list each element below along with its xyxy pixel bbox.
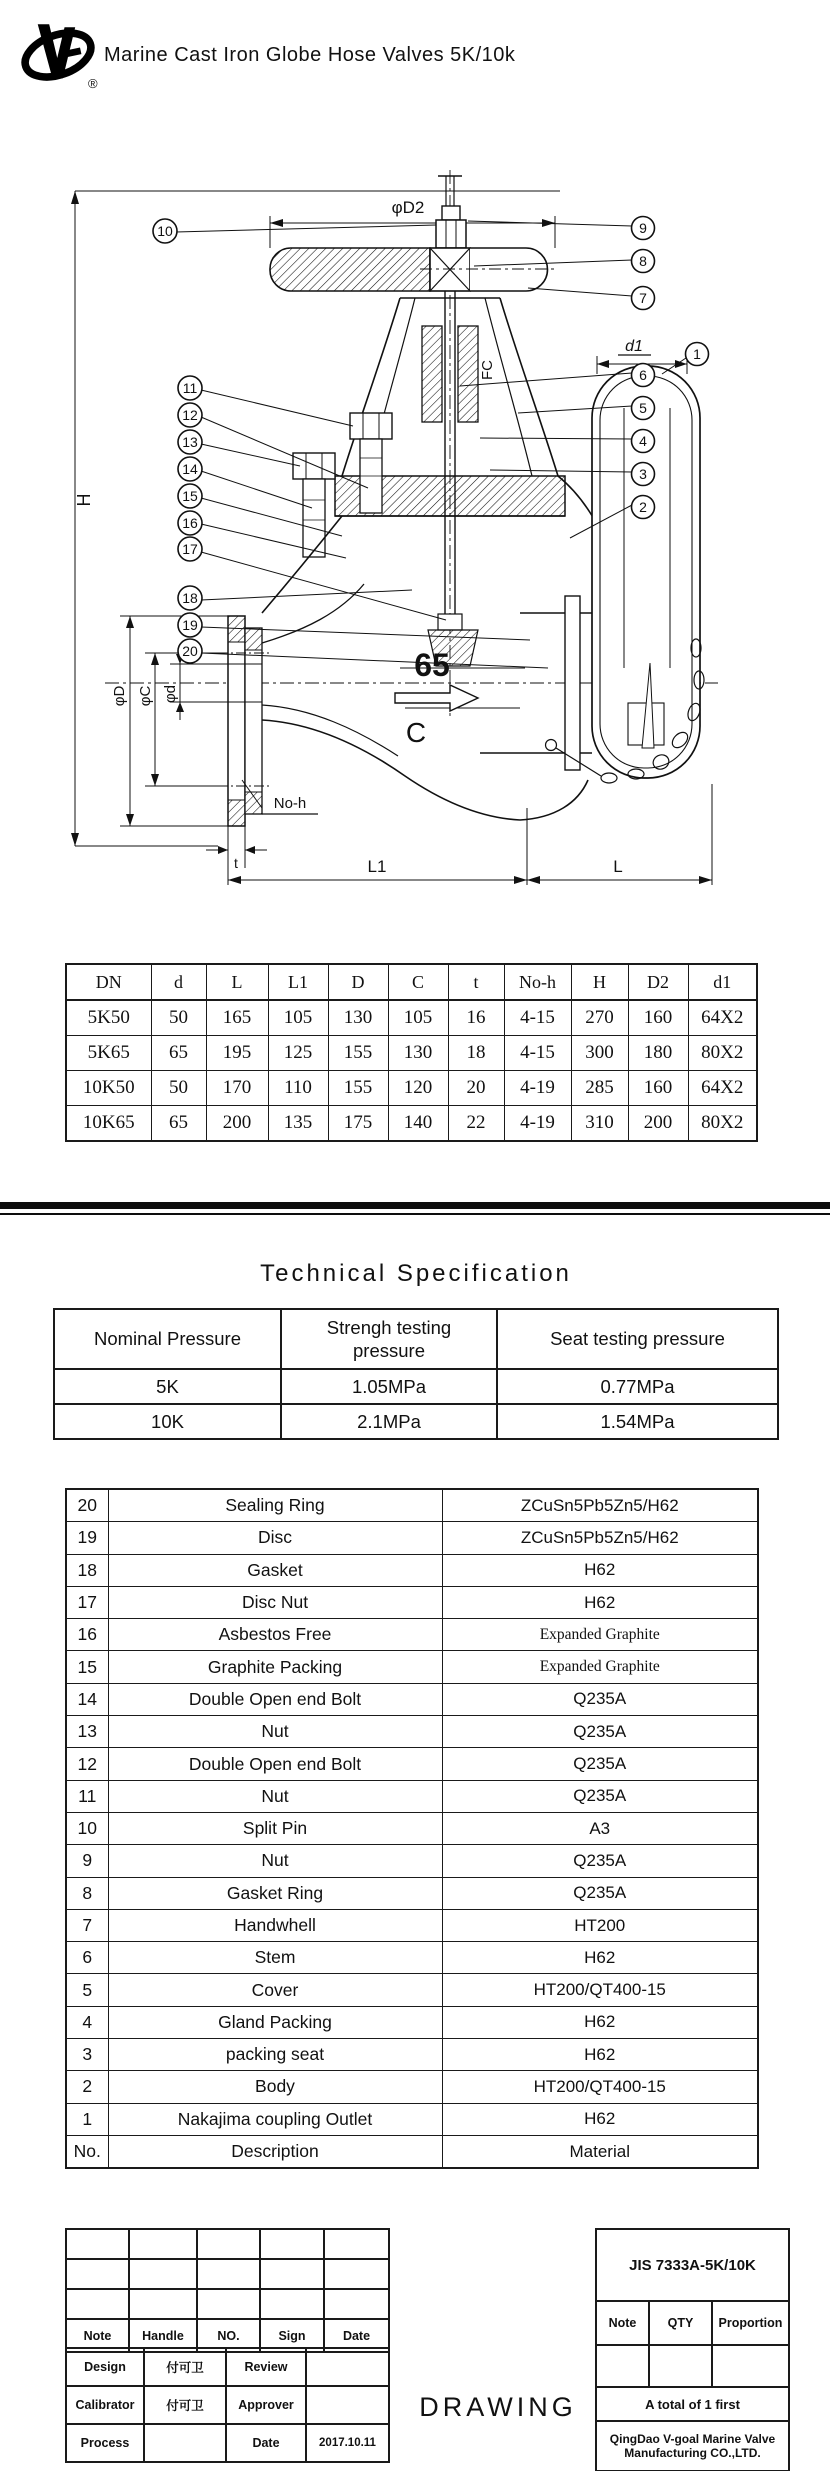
part-material: HT200/QT400-15 — [442, 2071, 758, 2103]
cell: 105 — [388, 1000, 448, 1036]
empty-cell — [712, 2345, 789, 2387]
part-material: Q235A — [442, 1716, 758, 1748]
cell: 180 — [628, 1036, 688, 1071]
signature — [144, 2424, 226, 2462]
cell: 18 — [448, 1036, 504, 1071]
table-row — [596, 2229, 789, 2301]
table-row — [596, 2421, 789, 2471]
part-no: 12 — [66, 1748, 108, 1780]
cell: 160 — [628, 1000, 688, 1036]
flow-label-c: C — [405, 717, 427, 748]
cell: 16 — [448, 1000, 504, 1036]
empty-cell — [197, 2259, 260, 2289]
role-label: Review — [226, 2348, 306, 2386]
company-name — [596, 2421, 789, 2471]
empty-cell — [596, 2345, 649, 2387]
part-material: Q235A — [442, 1845, 758, 1877]
table-row — [66, 1000, 757, 1036]
part-material: Expanded Graphite — [442, 1619, 758, 1651]
callout-13: 13 — [182, 434, 198, 450]
callout-2: 2 — [639, 499, 647, 515]
cell: 22 — [448, 1106, 504, 1142]
part-description: Handwhell — [108, 1909, 442, 1941]
spec-section-title: Technical Specification — [260, 1260, 572, 1287]
part-description: Double Open end Bolt — [108, 1748, 442, 1780]
empty-cell — [197, 2289, 260, 2319]
table-row — [66, 1619, 758, 1651]
part-no: 5 — [66, 1974, 108, 2006]
part-description: Disc — [108, 1522, 442, 1554]
col-header: d — [151, 964, 206, 1000]
col-header: QTY — [649, 2301, 712, 2345]
part-no: 3 — [66, 2039, 108, 2071]
dim-label-noh: No-h — [273, 795, 307, 812]
part-description: packing seat — [108, 2039, 442, 2071]
callout-16: 16 — [182, 515, 198, 531]
part-no: 16 — [66, 1619, 108, 1651]
part-description: Split Pin — [108, 1812, 442, 1844]
col-header: Handle — [129, 2319, 197, 2352]
table-row — [66, 1716, 758, 1748]
col-header: D — [328, 964, 388, 1000]
cell: 5K50 — [66, 1000, 151, 1036]
table-row — [66, 1748, 758, 1780]
cell: 5K — [54, 1369, 281, 1404]
col-header: d1 — [688, 964, 757, 1000]
empty-cell — [260, 2289, 324, 2319]
part-description: Double Open end Bolt — [108, 1683, 442, 1715]
col-header: Proportion — [712, 2301, 789, 2345]
part-material: HT200/QT400-15 — [442, 1974, 758, 2006]
callout-17: 17 — [182, 541, 198, 557]
dim-label-d1: d1 — [625, 338, 643, 355]
bore-size-label: 65 — [414, 647, 450, 683]
part-no: 20 — [66, 1489, 108, 1522]
part-material: H62 — [442, 1586, 758, 1618]
dim-label-phiC: φC — [137, 685, 154, 707]
dimension-table — [65, 963, 758, 1142]
part-no: 15 — [66, 1651, 108, 1683]
table-row — [66, 1909, 758, 1941]
signoff-grid — [65, 2347, 390, 2463]
table-row — [66, 1974, 758, 2006]
table-row — [66, 1812, 758, 1844]
col-header-line1: Strengh testing — [326, 1316, 452, 1338]
part-no: 7 — [66, 1909, 108, 1941]
part-description: Gland Packing — [108, 2006, 442, 2038]
callout-6: 6 — [639, 367, 647, 383]
revision-grid — [65, 2228, 390, 2353]
table-row — [66, 1683, 758, 1715]
date-value: 2017.10.11 — [306, 2424, 389, 2462]
empty-cell — [197, 2229, 260, 2259]
cell: 195 — [206, 1036, 268, 1071]
callout-15: 15 — [182, 488, 198, 504]
table-row — [66, 1106, 757, 1142]
callout-5: 5 — [639, 400, 647, 416]
part-description: Nut — [108, 1716, 442, 1748]
part-description: Gasket — [108, 1554, 442, 1586]
table-row — [66, 2386, 389, 2424]
part-no: 6 — [66, 1942, 108, 1974]
valve-drawing-svg — [50, 108, 740, 908]
col-header: Description — [108, 2135, 442, 2168]
cell: 135 — [268, 1106, 328, 1142]
col-header: No. — [66, 2135, 108, 2168]
col-header — [281, 1309, 497, 1369]
empty-cell — [129, 2229, 197, 2259]
role-label: Approver — [226, 2386, 306, 2424]
table-row — [66, 2135, 758, 2168]
page-title: Marine Cast Iron Globe Hose Valves 5K/10k — [104, 44, 516, 66]
table-row — [66, 2424, 389, 2462]
part-material: Q235A — [442, 1748, 758, 1780]
cell: 1.05MPa — [281, 1369, 497, 1404]
callout-8: 8 — [639, 253, 647, 269]
table-row — [66, 2039, 758, 2071]
table-row — [66, 2259, 389, 2289]
col-header: L — [206, 964, 268, 1000]
cell: 165 — [206, 1000, 268, 1036]
cell: 155 — [328, 1071, 388, 1106]
cell: 125 — [268, 1036, 328, 1071]
table-row — [54, 1404, 778, 1439]
col-header: L1 — [268, 964, 328, 1000]
table-row — [66, 1780, 758, 1812]
signature: 付可卫 — [144, 2348, 226, 2386]
cell: 50 — [151, 1000, 206, 1036]
col-header: Date — [324, 2319, 389, 2352]
col-header: No-h — [504, 964, 571, 1000]
part-no: 4 — [66, 2006, 108, 2038]
signature — [306, 2386, 389, 2424]
callout-3: 3 — [639, 466, 647, 482]
part-no: 14 — [66, 1683, 108, 1715]
part-material: Expanded Graphite — [442, 1651, 758, 1683]
table-row — [66, 1554, 758, 1586]
dim-label-t: t — [234, 855, 238, 871]
empty-cell — [66, 2259, 129, 2289]
part-no: 2 — [66, 2071, 108, 2103]
callout-9: 9 — [639, 220, 647, 236]
table-row — [66, 2289, 389, 2319]
cell: 140 — [388, 1106, 448, 1142]
company-line1: QingDao V-goal Marine Valve — [609, 2432, 776, 2446]
cell: 10K50 — [66, 1071, 151, 1106]
table-row — [66, 1489, 758, 1522]
part-no: 13 — [66, 1716, 108, 1748]
col-header: Sign — [260, 2319, 324, 2352]
dim-label-h: H — [74, 493, 94, 507]
cell: 4-19 — [504, 1071, 571, 1106]
table-row — [54, 1309, 778, 1369]
cell: 170 — [206, 1071, 268, 1106]
cell: 130 — [388, 1036, 448, 1071]
empty-cell — [129, 2259, 197, 2289]
table-row — [66, 2071, 758, 2103]
empty-cell — [324, 2289, 389, 2319]
part-material: HT200 — [442, 1909, 758, 1941]
table-row — [66, 1522, 758, 1554]
col-header: Seat testing pressure — [497, 1309, 778, 1369]
cell: 1.54MPa — [497, 1404, 778, 1439]
callout-14: 14 — [182, 461, 198, 477]
dim-label-phiD: φD — [111, 685, 128, 707]
part-description: Disc Nut — [108, 1586, 442, 1618]
title-grid — [595, 2228, 790, 2471]
company-line2: Manufacturing CO.,LTD. — [624, 2446, 761, 2460]
col-header: Nominal Pressure — [54, 1309, 281, 1369]
col-header: NO. — [197, 2319, 260, 2352]
table-row — [66, 1877, 758, 1909]
table-row — [66, 1845, 758, 1877]
dim-label-l1: L1 — [367, 857, 387, 876]
part-material: H62 — [442, 2039, 758, 2071]
drawing-word: DRAWING — [419, 2392, 577, 2422]
part-material: Q235A — [442, 1683, 758, 1715]
empty-cell — [260, 2229, 324, 2259]
table-row — [66, 1071, 757, 1106]
cell: 175 — [328, 1106, 388, 1142]
col-header: C — [388, 964, 448, 1000]
part-description: Nut — [108, 1845, 442, 1877]
cell: 0.77MPa — [497, 1369, 778, 1404]
callout-10: 10 — [157, 223, 173, 239]
empty-cell — [260, 2259, 324, 2289]
empty-cell — [649, 2345, 712, 2387]
section-divider-thin — [0, 1213, 830, 1215]
part-description: Nakajima coupling Outlet — [108, 2103, 442, 2135]
col-header: Note — [66, 2319, 129, 2352]
part-no: 11 — [66, 1780, 108, 1812]
part-description: Cover — [108, 1974, 442, 2006]
callout-1: 1 — [693, 346, 701, 362]
part-no: 1 — [66, 2103, 108, 2135]
table-row — [66, 1651, 758, 1683]
model-number: JIS 7333A-5K/10K — [596, 2229, 789, 2301]
cell: 270 — [571, 1000, 628, 1036]
sheet-total: A total of 1 first — [596, 2387, 789, 2421]
part-material: H62 — [442, 2006, 758, 2038]
dim-label-phid: φd — [162, 684, 179, 704]
part-description: Gasket Ring — [108, 1877, 442, 1909]
role-label: Date — [226, 2424, 306, 2462]
cell: 10K — [54, 1404, 281, 1439]
spec-table — [53, 1308, 779, 1440]
part-no: 18 — [66, 1554, 108, 1586]
part-description: Asbestos Free — [108, 1619, 442, 1651]
role-label: Calibrator — [66, 2386, 144, 2424]
callout-11: 11 — [182, 380, 198, 396]
part-material: ZCuSn5Pb5Zn5/H62 — [442, 1489, 758, 1522]
table-row — [596, 2387, 789, 2421]
callout-12: 12 — [182, 407, 198, 423]
col-header: Note — [596, 2301, 649, 2345]
cell: 285 — [571, 1071, 628, 1106]
table-row — [66, 2103, 758, 2135]
part-material: Q235A — [442, 1877, 758, 1909]
valve-section-drawing — [50, 108, 740, 908]
cell: 200 — [206, 1106, 268, 1142]
cell: 64X2 — [688, 1000, 757, 1036]
part-material: ZCuSn5Pb5Zn5/H62 — [442, 1522, 758, 1554]
part-description: Body — [108, 2071, 442, 2103]
part-material: A3 — [442, 1812, 758, 1844]
part-no: 17 — [66, 1586, 108, 1618]
cell: 120 — [388, 1071, 448, 1106]
cell: 65 — [151, 1106, 206, 1142]
table-row — [66, 1586, 758, 1618]
cell: 130 — [328, 1000, 388, 1036]
empty-cell — [324, 2259, 389, 2289]
cell: 155 — [328, 1036, 388, 1071]
table-row — [66, 2229, 389, 2259]
empty-cell — [66, 2289, 129, 2319]
part-description: Graphite Packing — [108, 1651, 442, 1683]
registered-mark: ® — [88, 76, 98, 91]
role-label: Process — [66, 2424, 144, 2462]
cell: 80X2 — [688, 1036, 757, 1071]
callout-4: 4 — [639, 433, 647, 449]
section-divider-thick — [0, 1202, 830, 1209]
cell: 300 — [571, 1036, 628, 1071]
part-material: H62 — [442, 1554, 758, 1586]
table-row — [66, 2348, 389, 2386]
parts-table — [65, 1488, 759, 2169]
part-no: 19 — [66, 1522, 108, 1554]
callout-18: 18 — [182, 590, 198, 606]
empty-cell — [129, 2289, 197, 2319]
table-row — [596, 2301, 789, 2345]
cell: 110 — [268, 1071, 328, 1106]
col-header: Material — [442, 2135, 758, 2168]
callout-7: 7 — [639, 290, 647, 306]
part-no: 9 — [66, 1845, 108, 1877]
cell: 50 — [151, 1071, 206, 1106]
material-label-fc: FC — [479, 360, 496, 380]
part-material: Q235A — [442, 1780, 758, 1812]
col-header-line2: pressure — [353, 1340, 425, 1361]
part-description: Sealing Ring — [108, 1489, 442, 1522]
empty-cell — [66, 2229, 129, 2259]
dim-label-phid2: φD2 — [391, 198, 425, 217]
cell: 5K65 — [66, 1036, 151, 1071]
table-row — [66, 1036, 757, 1071]
col-header: D2 — [628, 964, 688, 1000]
cell: 310 — [571, 1106, 628, 1142]
cell: 4-19 — [504, 1106, 571, 1142]
table-row — [596, 2345, 789, 2387]
callout-20: 20 — [182, 643, 198, 659]
part-no: 10 — [66, 1812, 108, 1844]
cell: 4-15 — [504, 1000, 571, 1036]
table-row — [66, 1942, 758, 1974]
signature: 付可卫 — [144, 2386, 226, 2424]
cell: 20 — [448, 1071, 504, 1106]
part-no: 8 — [66, 1877, 108, 1909]
cell: 2.1MPa — [281, 1404, 497, 1439]
part-material: H62 — [442, 1942, 758, 1974]
table-row — [66, 2006, 758, 2038]
col-header: DN — [66, 964, 151, 1000]
part-material: H62 — [442, 2103, 758, 2135]
col-header: H — [571, 964, 628, 1000]
cell: 10K65 — [66, 1106, 151, 1142]
signature — [306, 2348, 389, 2386]
table-row — [66, 964, 757, 1000]
cell: 160 — [628, 1071, 688, 1106]
part-description: Nut — [108, 1780, 442, 1812]
cell: 105 — [268, 1000, 328, 1036]
dim-label-l: L — [613, 857, 623, 876]
cell: 80X2 — [688, 1106, 757, 1142]
callout-19: 19 — [182, 617, 198, 633]
table-row — [54, 1369, 778, 1404]
cell: 65 — [151, 1036, 206, 1071]
col-header: t — [448, 964, 504, 1000]
cell: 64X2 — [688, 1071, 757, 1106]
role-label: Design — [66, 2348, 144, 2386]
vgoal-logo-icon — [20, 14, 96, 90]
empty-cell — [324, 2229, 389, 2259]
cell: 200 — [628, 1106, 688, 1142]
cell: 4-15 — [504, 1036, 571, 1071]
part-description: Stem — [108, 1942, 442, 1974]
